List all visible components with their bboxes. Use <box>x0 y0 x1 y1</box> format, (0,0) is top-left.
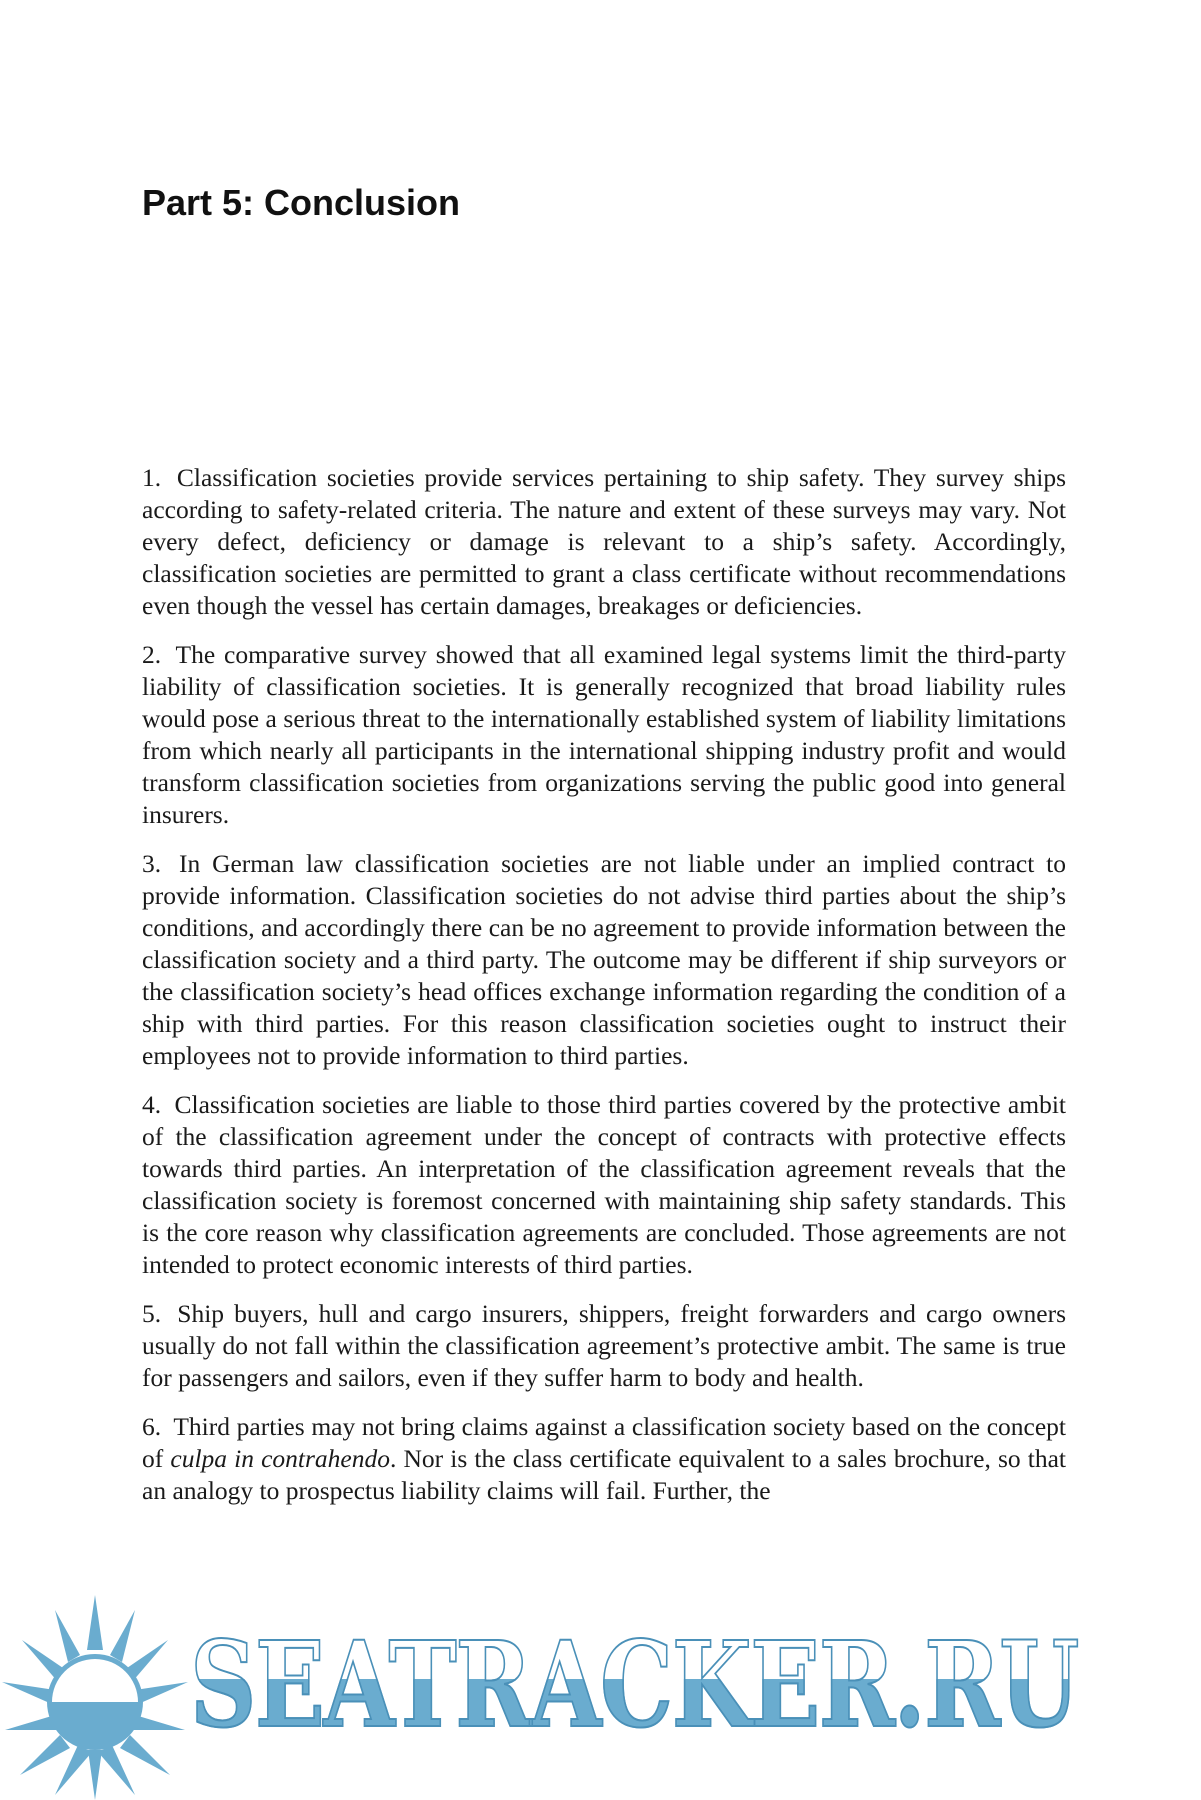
italic-term: culpa in contrahendo <box>170 1444 391 1473</box>
watermark-text: SEATRACKER.RU <box>190 1615 1078 1754</box>
paragraph-text: Classification societies provide services pertaining to ship safety. They survey ships according to safety-related criteria. The nature and extent of these surveys may vary. Not every defect, deficiency or damage is relevant to a ship’s safety. Accordingly, classification societies are permitted to grant a class certificate without recommendations even though the vessel has certain damages, breakages or deficiencies. <box>142 463 1067 620</box>
paragraph-5 <box>142 1298 1066 1394</box>
paragraph-number: 4. <box>142 1090 162 1119</box>
paragraph-2 <box>142 639 1066 831</box>
watermark <box>0 1590 1201 1800</box>
paragraph-text: The comparative survey showed that all examined legal systems limit the third-party liability of classification societies. It is generally recognized that broad liability rules would pose a serious threat to the internationally established system of liability limitations from which nearly all participants in the international shipping industry profit and would transform classification societies from organizations serving the public good into general insurers. <box>142 640 1067 829</box>
paragraph-number: 1. <box>142 463 162 492</box>
page-title: Part 5: Conclusion <box>142 182 461 223</box>
paragraph-1 <box>142 462 1066 622</box>
paragraph-text: Classification societies are liable to those third parties covered by the protective ambit of the classification agreement under the concept of contracts with protective effects towards third parties. An interpretation of the classification agreement reveals that the classification society is foremost concerned with maintaining ship safety standards. This is the core reason why classification agreements are concluded. Those agreements are not intended to protect economic interests of third parties. <box>142 1090 1067 1279</box>
paragraph-6 <box>142 1411 1066 1507</box>
paragraph-text: Third parties may not bring claims against a classification society based on the concept of <box>142 1412 1066 1473</box>
paragraph-number: 2. <box>142 640 162 669</box>
paragraph-text: In German law classification societies are not liable under an implied contract to provide information. Classification societies do not advise third parties about the ship’s conditions, and accordingly there can be no agreement to provide information between the classification society and a third party. The outcome may be different if ship surveyors or the classification society’s head offices exchange information regarding the condition of a ship with third parties. For this reason classification societies ought to instruct their employees not to provide information to third parties. <box>142 849 1067 1070</box>
paragraph-number: 5. <box>142 1299 162 1328</box>
conclusion-body <box>142 462 1066 1524</box>
paragraph-number: 6. <box>142 1412 162 1441</box>
paragraph-number: 3. <box>142 849 162 878</box>
sun-icon <box>0 1590 190 1800</box>
paragraph-4 <box>142 1089 1066 1281</box>
paragraph-3 <box>142 848 1066 1072</box>
paragraph-text: Ship buyers, hull and cargo insurers, shippers, freight forwarders and cargo owners usually do not fall within the classification agreement’s protective ambit. The same is true for passengers and sailors, even if they suffer harm to body and health. <box>142 1299 1066 1392</box>
paragraph-text-continued: . Nor is the class certificate equivalent to a sales brochure, so that an analogy to prospectus liability claims will fail. Further, the <box>142 1444 1066 1505</box>
